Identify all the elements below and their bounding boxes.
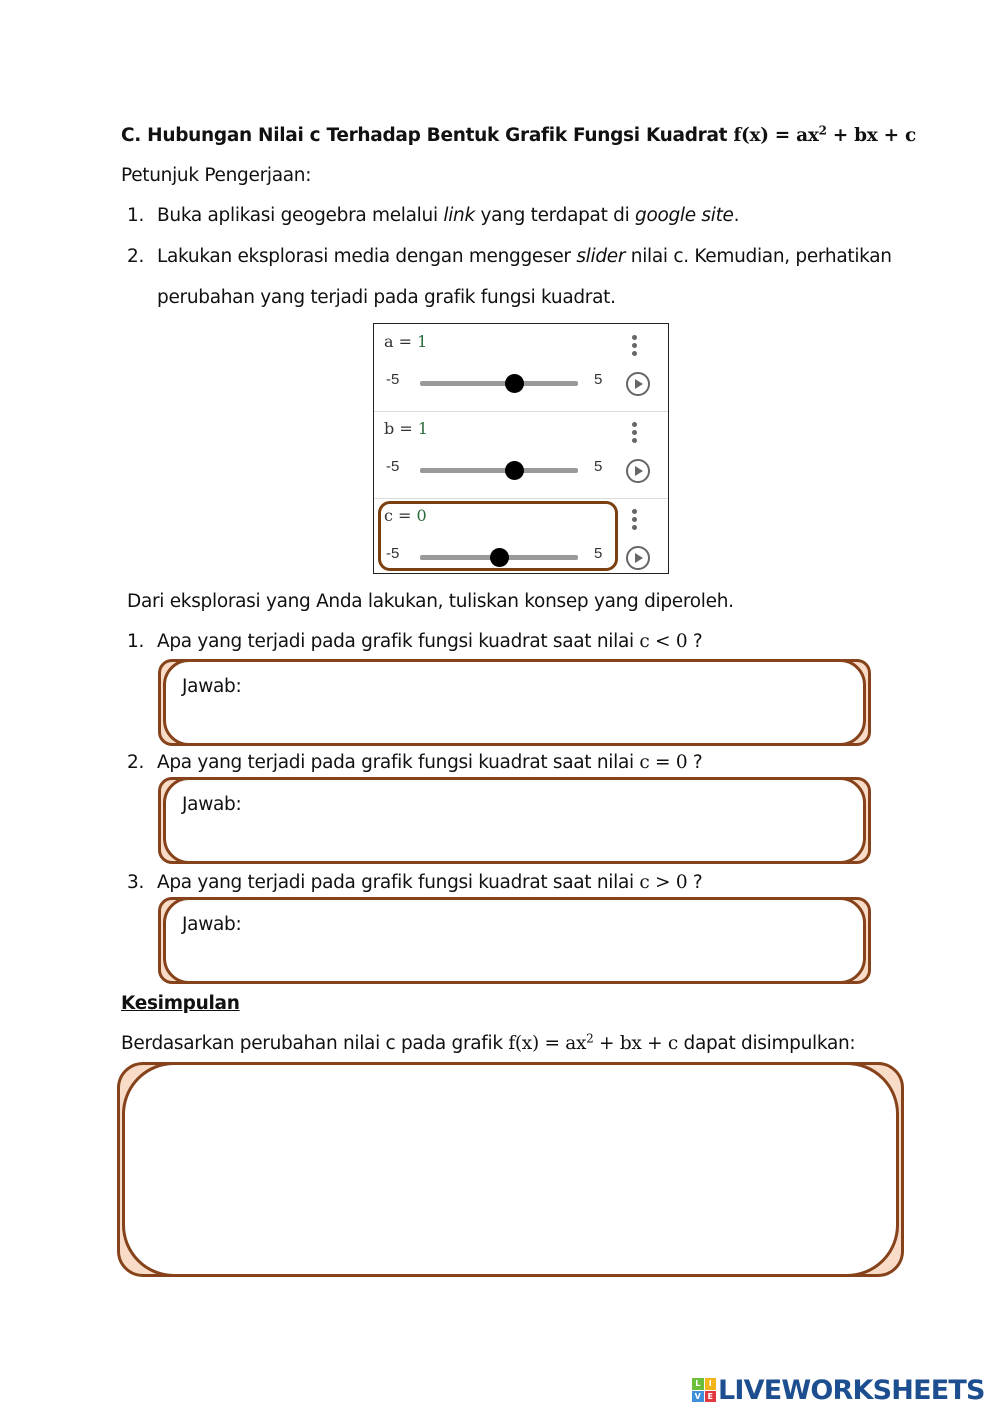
answer-label: Jawab: bbox=[182, 914, 242, 935]
question-3: Apa yang terjadi pada grafik fungsi kuadrat saat nilai c > 0 ? bbox=[157, 872, 703, 893]
slider-knob-b[interactable] bbox=[505, 461, 524, 480]
conclusion-text: Berdasarkan perubahan nilai c pada grafik $f(x) = ax^2$ + bx + c dapat disimpulkan: bbox=[121, 1031, 856, 1054]
answer-box-2[interactable] bbox=[158, 777, 871, 864]
slider-label-b: b = 1 bbox=[384, 419, 429, 438]
slider-max-c: 5 bbox=[594, 545, 603, 562]
question-number-2: 2. bbox=[127, 752, 145, 773]
section-heading bbox=[121, 124, 916, 148]
instruction-item-2: Lakukan eksplorasi media dengan menggeser slider nilai c. Kemudian, perhatikan bbox=[157, 246, 892, 267]
slider-row-b bbox=[374, 411, 668, 499]
answer-label: Jawab: bbox=[182, 794, 242, 815]
slider-min-a: -5 bbox=[386, 371, 400, 388]
heading-formula: $f(x) = ax^2$ + bx + c bbox=[733, 123, 916, 146]
answer-box-3[interactable] bbox=[158, 897, 871, 984]
conclusion-answer-box[interactable] bbox=[117, 1062, 904, 1277]
slider-row-a bbox=[374, 324, 668, 412]
instruction-number-1: 1. bbox=[127, 205, 145, 226]
question-number-3: 3. bbox=[127, 872, 145, 893]
instruction-item-2-continuation: perubahan yang terjadi pada grafik fungsi kuadrat. bbox=[157, 287, 616, 308]
question-2: Apa yang terjadi pada grafik fungsi kuadrat saat nilai c = 0 ? bbox=[157, 752, 703, 773]
heading-text: C. Hubungan Nilai c Terhadap Bentuk Grafik Fungsi Kuadrat bbox=[121, 125, 734, 146]
slider-min-c: -5 bbox=[386, 545, 400, 562]
liveworksheets-logo bbox=[692, 1374, 985, 1406]
geogebra-slider-panel bbox=[373, 323, 669, 574]
question-1: Apa yang terjadi pada grafik fungsi kuadrat saat nilai c < 0 ? bbox=[157, 631, 703, 652]
logo-text: LIVEWORKSHEETS bbox=[718, 1374, 985, 1406]
play-circle-icon[interactable] bbox=[626, 459, 650, 483]
more-vertical-icon[interactable] bbox=[632, 509, 637, 531]
more-vertical-icon[interactable] bbox=[632, 422, 637, 444]
slider-min-b: -5 bbox=[386, 458, 400, 475]
slider-max-b: 5 bbox=[594, 458, 603, 475]
conclusion-formula: $f(x) = ax^2$ + bx + c bbox=[508, 1031, 678, 1054]
play-circle-icon[interactable] bbox=[626, 372, 650, 396]
slider-track-a[interactable] bbox=[420, 381, 578, 386]
slider-label-a: a = 1 bbox=[384, 332, 428, 351]
answer-box-1[interactable] bbox=[158, 659, 871, 746]
slider-label-c: c = 0 bbox=[384, 506, 427, 525]
instructions-title: Petunjuk Pengerjaan: bbox=[121, 165, 312, 186]
conclusion-title: Kesimpulan bbox=[121, 993, 240, 1014]
instruction-item-1: Buka aplikasi geogebra melalui link yang terdapat di google site. bbox=[157, 205, 740, 226]
answer-label: Jawab: bbox=[182, 676, 242, 697]
more-vertical-icon[interactable] bbox=[632, 335, 637, 357]
exploration-prompt: Dari eksplorasi yang Anda lakukan, tuliskan konsep yang diperoleh. bbox=[127, 591, 734, 612]
instruction-number-2: 2. bbox=[127, 246, 145, 267]
slider-max-a: 5 bbox=[594, 371, 603, 388]
slider-c-highlight-frame bbox=[378, 501, 618, 571]
play-circle-icon[interactable] bbox=[626, 546, 650, 570]
slider-track-b[interactable] bbox=[420, 468, 578, 473]
live-logo-icon: L I V E bbox=[692, 1378, 716, 1402]
slider-knob-a[interactable] bbox=[505, 374, 524, 393]
question-number-1: 1. bbox=[127, 631, 145, 652]
